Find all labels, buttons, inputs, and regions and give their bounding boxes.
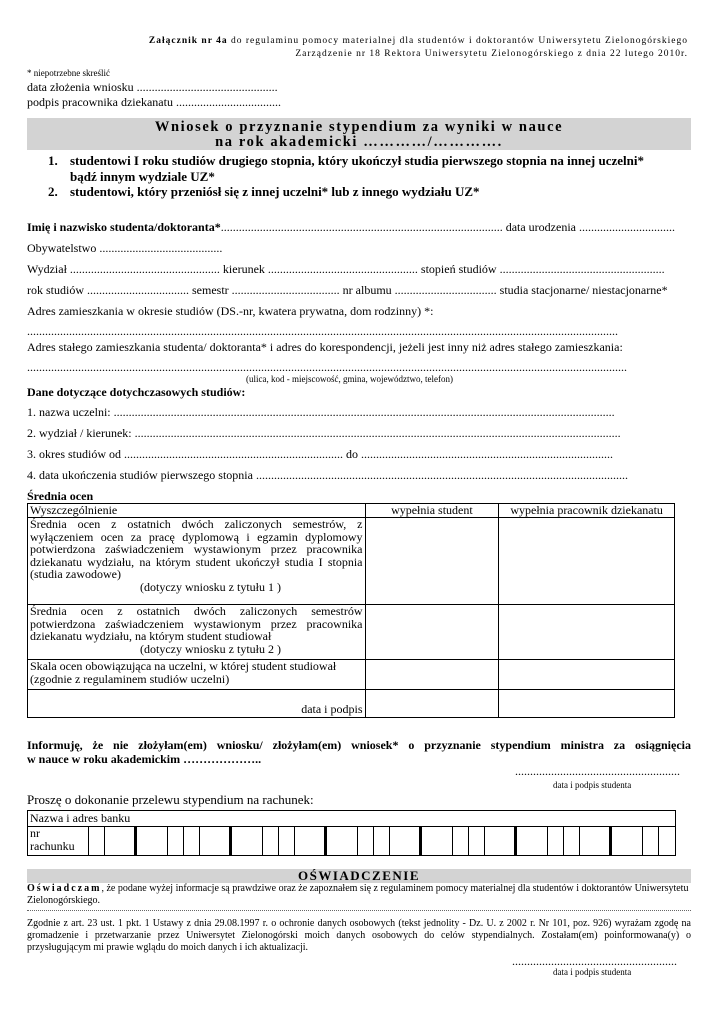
citizenship-field[interactable]: Obywatelstwo .........................................	[27, 241, 223, 255]
office-grade-cell[interactable]	[499, 518, 675, 605]
title-bar	[27, 118, 691, 150]
row-note: (dotyczy wniosku z tytułu 2 )	[140, 641, 281, 656]
account-digit-box[interactable]	[484, 827, 516, 856]
office-sign-cell[interactable]	[499, 690, 675, 718]
final-sign-label: data i podpis studenta	[553, 967, 632, 977]
account-digit-box[interactable]	[516, 827, 548, 856]
list-number: 2.	[48, 184, 58, 199]
col-header-description: Wyszczególnienie	[28, 504, 366, 518]
submission-date-field[interactable]: data złożenia wniosku ...............................................	[27, 80, 278, 94]
student-grade-cell[interactable]	[365, 605, 499, 660]
account-digit-box[interactable]	[278, 827, 294, 856]
prior-studies-heading: Dane dotyczące dotychczasowych studiów:	[27, 385, 246, 399]
sign-cell-label: data i podpis	[28, 690, 366, 718]
account-digit-box[interactable]	[89, 827, 105, 856]
study-address-field[interactable]: .....................................................................................................................................................................................................	[27, 324, 618, 338]
ministry-scholarship-statement: Informuję, że nie złożyłam(em) wniosku/ złożyłam(em) wniosek* o przyznanie stypendium ministra za osiągnięcia	[27, 738, 691, 752]
form-title: Wniosek o przyznanie stypendium za wyniki w nauce	[154, 119, 564, 135]
account-digit-box[interactable]	[642, 827, 658, 856]
account-label-1: nr	[30, 826, 40, 840]
birthdate-field[interactable]: data urodzenia ................................	[502, 220, 675, 234]
account-digit-box[interactable]	[658, 827, 675, 856]
grades-table	[27, 503, 675, 718]
list-item-text: studentowi, który przeniósł się z innej uczelni* lub z innego wydziału UZ*	[70, 184, 480, 199]
header-line-1-rest: do regulaminu pomocy materialnej dla studentów i doktorantów Uniwersytetu Zielonogórskiego	[227, 36, 688, 46]
transfer-request-text: Proszę o dokonanie przelewu stypendium na rachunek:	[27, 792, 314, 807]
bank-name-field[interactable]: Nazwa i adres banku	[28, 811, 676, 827]
account-digit-box[interactable]	[373, 827, 389, 856]
year-semester-field[interactable]: rok studiów .................................. semestr .................................... nr albumu .................................. studia stacjonarne/ niestacjonarne*	[27, 283, 668, 297]
account-digit-box[interactable]	[611, 827, 643, 856]
permanent-address-label: Adres stałego zamieszkania studenta/ doktoranta* i adres do korespondencji, jeżeli jest inny niż adres stałego zamieszkania:	[27, 340, 623, 354]
address-hint: (ulica, kod - miejscowość, gmina, województwo, telefon)	[246, 374, 453, 384]
list-item-1	[48, 153, 644, 185]
header-line-1	[149, 36, 688, 46]
account-digit-box[interactable]	[168, 827, 184, 856]
name-field[interactable]	[27, 220, 675, 235]
account-digit-box[interactable]	[358, 827, 374, 856]
ministry-year-field[interactable]: w nauce w roku akademickim ………………..	[27, 752, 262, 766]
study-address-label: Adres zamieszkania w okresie studiów (DS.-nr, kwatera prywatna, dom rodzinny) *:	[27, 304, 434, 318]
header-line-2: Zarządzenie nr 18 Rektora Uniwersytetu Zielonogórskiego z dnia 22 lutego 2010r.	[295, 49, 688, 59]
row-note: (dotyczy wniosku z tytułu 1 )	[140, 579, 281, 594]
account-digit-box[interactable]	[326, 827, 358, 856]
statement-text-2: Zgodnie z art. 23 ust. 1 pkt. 1 Ustawy z dnia 29.08.1997 r. o ochronie danych osobowych (tekst jednolity - Dz. U. z 2002 r. Nr 101, poz. 926) wyrażam zgodę na gromadzenie i przetwarzanie przez Uniwersytet Zielonogórski moich danych osobowych do celów stypendialnych. Zostałam(em) poinformowana(y) o przysługującym mi prawie wglądu do moich danych i ich aktualizacji.	[27, 918, 691, 953]
list-item-2	[48, 184, 480, 200]
name-dots: ..............................................................................................	[220, 220, 503, 234]
account-digit-box[interactable]	[183, 827, 199, 856]
account-digit-box[interactable]	[421, 827, 453, 856]
academic-year-title[interactable]: na rok akademicki …………/………….	[215, 134, 503, 150]
row-description: Średnia ocen z ostatnich dwóch zaliczonych semestrów potwierdzona zaświadczeniem wystawionym przez pracownika dziekanatu wydziału, na którym student studiował	[30, 604, 363, 643]
final-sign-field[interactable]: .......................................................	[512, 954, 677, 968]
statement-heading: OŚWIADCZENIE	[297, 868, 421, 883]
account-label-2: rachunku	[30, 839, 75, 853]
account-label	[28, 827, 89, 856]
student-sign-label: data i podpis studenta	[553, 780, 632, 790]
row-description: Średnia ocen z ostatnich dwóch zaliczonych semestrów, z wyłączeniem ocen za pracę dyplomową i egzamin dyplomowy potwierdzona zaświadczeniem wystawionym przez pracownika dziekanatu wydziału, na którym student ukończył studia I stopnia (studia zawodowe)	[30, 517, 363, 581]
office-grade-cell[interactable]	[499, 605, 675, 660]
account-digit-box[interactable]	[263, 827, 279, 856]
statement-text-1	[27, 883, 691, 907]
account-digit-box[interactable]	[563, 827, 579, 856]
col-header-student: wypełnia student	[365, 504, 499, 518]
prior-period-field[interactable]: 3. okres studiów od ......................................................................... do ....................................................................................	[27, 447, 613, 461]
account-digit-box[interactable]	[453, 827, 469, 856]
account-digit-box[interactable]	[579, 827, 611, 856]
table-row	[28, 690, 675, 718]
list-item-text-cont: bądź innym wydziale UZ*	[70, 169, 215, 184]
table-row	[28, 518, 675, 605]
account-digit-box[interactable]	[104, 827, 136, 856]
account-digit-box[interactable]	[468, 827, 484, 856]
table-row	[28, 660, 675, 690]
account-digit-box[interactable]	[389, 827, 421, 856]
student-grade-cell[interactable]	[365, 660, 499, 690]
student-sign-cell[interactable]	[365, 690, 499, 718]
table-header-row	[28, 504, 675, 518]
name-label: Imię i nazwisko studenta/doktoranta*	[27, 220, 221, 234]
footnote-strike: * niepotrzebne skreślić	[27, 68, 110, 78]
account-digit-box[interactable]	[294, 827, 326, 856]
row-description: Skala ocen obowiązująca na uczelni, w której student studiował (zgodnie z regulaminem studiów uczelni)	[30, 659, 337, 686]
office-sign-field[interactable]: podpis pracownika dziekanatu ...................................	[27, 95, 281, 109]
statement-lead: Oświadczam	[27, 883, 102, 894]
col-header-office: wypełnia pracownik dziekanatu	[499, 504, 675, 518]
list-number: 1.	[48, 153, 58, 168]
prior-faculty-field[interactable]: 2. wydział / kierunek: ..................................................................................................................................................................	[27, 426, 621, 440]
student-sign-field[interactable]: .......................................................	[515, 764, 680, 778]
account-digit-box[interactable]	[231, 827, 263, 856]
graduation-date-field[interactable]: 4. data ukończenia studiów pierwszego stopnia ............................................................................................................................	[27, 468, 628, 482]
statement-body-1: , że podane wyżej informacje są prawdziwe oraz że zapoznałem się z regulaminem pomocy materialnej dla studentów i doktorantów Uniwersytetu Zielonogórskiego.	[27, 883, 689, 906]
grades-heading: Średnia ocen	[27, 489, 94, 503]
account-digit-box[interactable]	[548, 827, 564, 856]
account-digit-box[interactable]	[199, 827, 231, 856]
permanent-address-field[interactable]: ........................................................................................................................................................................................................	[27, 360, 627, 374]
student-grade-cell[interactable]	[365, 518, 499, 605]
attachment-label: Załącznik nr 4a	[148, 36, 228, 46]
list-item-text: studentowi I roku studiów drugiego stopnia, który ukończył studia pierwszego stopnia na innej uczelni*	[70, 153, 645, 168]
office-grade-cell[interactable]	[499, 660, 675, 690]
account-digit-box[interactable]	[136, 827, 168, 856]
account-number-row	[28, 827, 676, 856]
faculty-course-field[interactable]: Wydział .................................................. kierunek .................................................. stopień studiów .......................................................	[27, 262, 665, 276]
bank-table	[27, 810, 676, 856]
table-row	[28, 605, 675, 660]
divider	[27, 910, 691, 911]
prior-university-field[interactable]: 1. nazwa uczelni: .......................................................................................................................................................................	[27, 405, 615, 419]
